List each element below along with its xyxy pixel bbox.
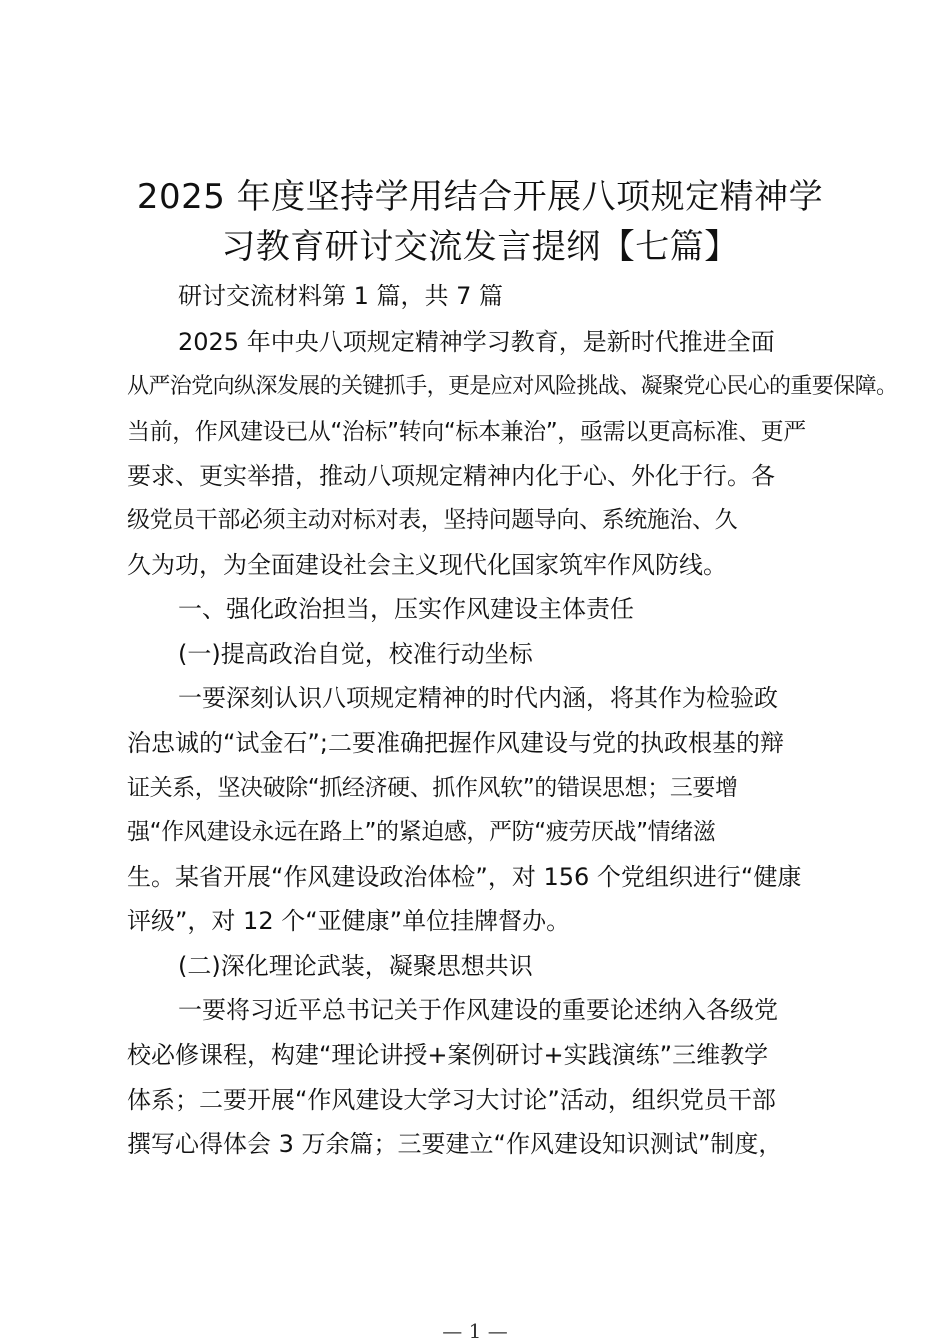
paragraph-line: 撰写心得体会 3 万余篇；三要建立“作风建设知识测试”制度， bbox=[127, 1130, 783, 1158]
section-heading: 一、强化政治担当，压实作风建设主体责任 bbox=[178, 595, 634, 623]
subsection-heading: (一)提高政治自觉，校准行动坐标 bbox=[178, 640, 533, 668]
paragraph-line: 当前，作风建设已从“治标”转向“标本兼治”，亟需以更高标准、更严 bbox=[127, 419, 806, 445]
paragraph-line: 证关系，坚决破除“抓经济硬、抓作风软”的错误思想；三要增 bbox=[127, 775, 738, 801]
paragraph-line: 评级”，对 12 个“亚健康”单位挂牌督办。 bbox=[127, 907, 571, 935]
document-title-line-1: 2025 年度坚持学用结合开展八项规定精神学 bbox=[136, 177, 824, 217]
paragraph-line: 一要将习近平总书记关于作风建设的重要论述纳入各级党 bbox=[178, 996, 778, 1024]
subtitle-line: 研讨交流材料第 1 篇，共 7 篇 bbox=[178, 282, 504, 310]
paragraph-line: 久为功，为全面建设社会主义现代化国家筑牢作风防线。 bbox=[127, 551, 727, 579]
paragraph-line: 体系；二要开展“作风建设大学习大讨论”活动，组织党员干部 bbox=[127, 1086, 776, 1114]
paragraph-line: 级党员干部必须主动对标对表，坚持问题导向、系统施治、久 bbox=[127, 507, 738, 533]
paragraph-line: 强“作风建设永远在路上”的紧迫感，严防“疲劳厌战”情绪滋 bbox=[127, 819, 716, 845]
subsection-heading: (二)深化理论武装，凝聚思想共识 bbox=[178, 952, 533, 980]
paragraph-line: 从严治党向纵深发展的关键抓手，更是应对风险挑战、凝聚党心民心的重要保障。 bbox=[127, 374, 898, 399]
paragraph-line: 一要深刻认识八项规定精神的时代内涵，将其作为检验政 bbox=[178, 684, 778, 712]
paragraph-line: 要求、更实举措，推动八项规定精神内化于心、外化于行。各 bbox=[127, 462, 775, 490]
paragraph-line: 生。某省开展“作风建设政治体检”，对 156 个党组织进行“健康 bbox=[127, 863, 802, 891]
document-title-line-2: 习教育研讨交流发言提纲【七篇】 bbox=[221, 227, 739, 267]
page-number: — 1 — bbox=[442, 1319, 508, 1343]
paragraph-line: 校必修课程，构建“理论讲授+案例研讨+实践演练”三维教学 bbox=[127, 1041, 769, 1069]
paragraph-line: 治忠诚的“试金石”;二要准确把握作风建设与党的执政根基的辩 bbox=[127, 729, 784, 757]
paragraph-line: 2025 年中央八项规定精神学习教育，是新时代推进全面 bbox=[178, 328, 775, 356]
